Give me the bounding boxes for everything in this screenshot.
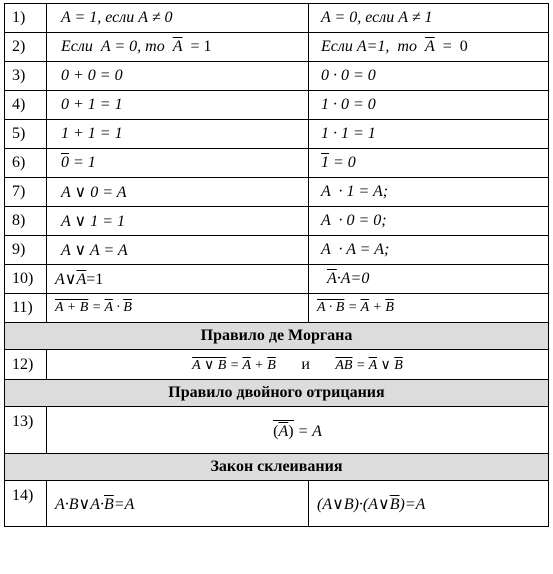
table-row: [5, 236, 549, 265]
table-row: [5, 62, 549, 91]
row-number: 4): [5, 91, 47, 120]
law-right: A · 1 = A;: [321, 183, 389, 200]
law-left: 1 + 1 = 1: [61, 125, 123, 142]
law-right: Если A=1, то $\overline{A} = 0$: [309, 33, 549, 62]
law-right: A · 0 = 0;: [321, 212, 387, 229]
section-title-gluing: Закон склеивания: [5, 454, 549, 481]
conjunction-and: и: [301, 355, 310, 373]
table-row: [5, 4, 549, 33]
section-title-demorgan: Правило де Моргана: [5, 323, 549, 350]
law-left: $A + B = \overline{A} \cdot \overline{B}$: [47, 294, 309, 323]
row-number: 12): [5, 350, 47, 380]
double-negation-formula: $(\overline{A}) = A$: [47, 407, 549, 454]
table-row: [5, 178, 549, 207]
section-title-double-negation: Правило двойного отрицания: [5, 380, 549, 407]
table-row: [5, 207, 549, 236]
table-row: [5, 120, 549, 149]
law-right: 0 · 0 = 0: [321, 67, 376, 84]
gluing-right: $(A\vee B)\cdot(A\vee\overline{B})=A$: [309, 481, 549, 527]
law-left: 0 + 0 = 0: [61, 67, 123, 84]
law-right: 1 · 1 = 1: [321, 125, 376, 142]
section-header: [5, 323, 549, 350]
law-left: $A\vee\overline{A}=1$: [47, 265, 309, 294]
row-number: 13): [5, 407, 47, 454]
row-number: 1): [5, 4, 47, 33]
law-right: 1 · 0 = 0: [321, 96, 376, 113]
law-right: 1 = 0: [309, 149, 549, 178]
row-number: 5): [5, 120, 47, 149]
boolean-laws-table: [4, 3, 549, 527]
table-row: [5, 91, 549, 120]
row-number: 11): [5, 294, 47, 323]
law-right: $A \cdot B = \overline{A} + \overline{B}$: [309, 294, 549, 323]
table-row: [5, 350, 549, 380]
law-right: A = 0, если A ≠ 1: [321, 9, 433, 26]
table-row: [5, 33, 549, 62]
law-left: A = 1, если A ≠ 0: [61, 9, 173, 26]
table-row: [5, 265, 549, 294]
boolean-laws-sheet: [4, 3, 549, 527]
row-number: 10): [5, 265, 47, 294]
table-row: [5, 149, 549, 178]
law-left: Если A = 0, то $\overline{A} = 1$: [47, 33, 309, 62]
section-header: [5, 454, 549, 481]
row-number: 8): [5, 207, 47, 236]
demorgan-formula: A ∨ $B = \overline{A} + \overline{B}$ и $\overline{AB} = \overline{A}$ ∨ $\overline{B}$: [47, 350, 549, 380]
row-number: 2): [5, 33, 47, 62]
table-row: [5, 294, 549, 323]
row-number: 9): [5, 236, 47, 265]
law-left: 0 + 1 = 1: [61, 96, 123, 113]
row-number: 14): [5, 481, 47, 527]
row-number: 6): [5, 149, 47, 178]
law-right: A · A = A;: [321, 241, 390, 258]
section-header: [5, 380, 549, 407]
gluing-left: $A\cdot B\vee A\cdot\overline{B}=A$: [47, 481, 309, 527]
law-left: 0 = 1: [47, 149, 309, 178]
row-number: 7): [5, 178, 47, 207]
law-left: A ∨ 0 = A: [61, 184, 127, 201]
table-row: [5, 481, 549, 527]
law-right: $\overline{A}\cdot A=0$: [309, 265, 549, 294]
law-left: A ∨ 1 = 1: [61, 213, 125, 230]
row-number: 3): [5, 62, 47, 91]
table-row: [5, 407, 549, 454]
law-left: A ∨ A = A: [61, 242, 128, 259]
